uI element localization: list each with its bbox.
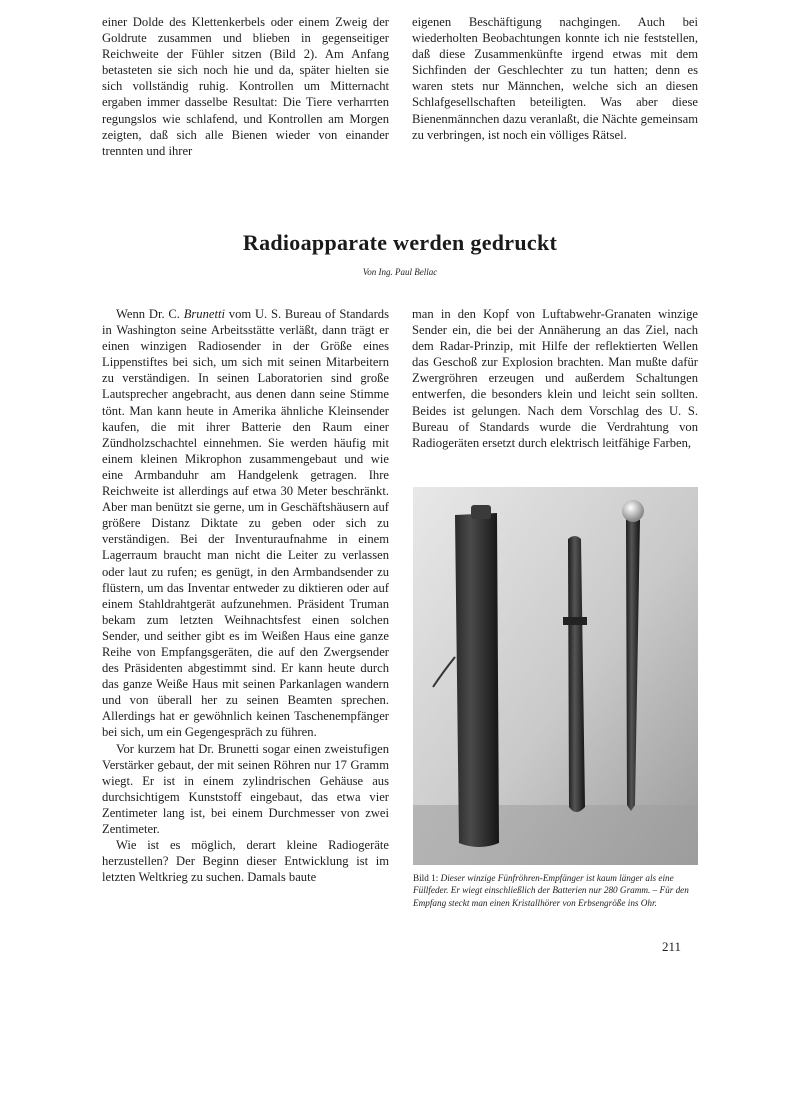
pencil-crystal-ball <box>622 500 644 522</box>
photo-table-surface <box>413 805 698 865</box>
figure-caption-text: Dieser winzige Fünfröhren-Empfänger ist kaum länger als eine Füllfeder. Er wiegt einschließlich der Batterien nur 280 Gramm. – Für den Empfang steckt man einen Kristallhörer von Erbsengröße ins Ohr. <box>413 873 689 908</box>
paragraph-1-start: Wenn Dr. C. <box>116 307 184 321</box>
radio-knob <box>471 505 491 519</box>
paragraph-1-rest: vom U. S. Bureau of Standards in Washington seine Arbeitsstätte verläßt, dann trägt er einen winzigen Radiosender in der Größe eines Lippenstiftes bei sich, um sich mit seinen Mitarbeitern zu verständigen. In seinen Laboratorien sind große Lautsprecher angebracht, aus denen dann seine Stimme tönt. Man kann heute in Amerika ähnliche Kleinsender kaufen, die mit ihrer Batterie den Raum einer Zündholzschachtel einnehmen. Sie werden häufig mit einem kleinen Mikrophon zusammengebaut und wie eine Armbanduhr am Handgelenk getragen. Ihre Reichweite ist allerdings auf etwa 30 Meter beschränkt. Aber man benützt sie gerne, um in Geschäftshäusern auf größere Distanz Diktate zu geben oder sich zu verständigen. Bei der Inventuraufnahme in einem Lagerraum braucht man nicht die Leiter zu verlassen oder laut zu rufen; es genügt, in den Armbandsender zu flüstern, um das Inventar entweder zu diktieren oder auf einem Stahldrahtgerät aufzunehmen. Präsident Truman bekam zum letzten Weihnachtsfest einen solchen Sender, und seither gibt es im Weißen Haus eine ganze Reihe von Empfangsgeräten, die auf den Zwergsender des Präsidenten abgestimmt sind. Er kann heute durch das ganze Weiße Haus mit seinen Parkanlagen wandern und von überall her zu seinen Beamten sprechen. Allerdings hat er gewöhnlich keinen Taschenempfänger bei sich, um ein Gegengespräch zu führen. <box>102 307 389 740</box>
fountain-pen-band <box>563 617 587 625</box>
figure-label: Bild 1: <box>413 873 439 883</box>
article-paragraph-1 <box>102 306 389 741</box>
article-byline: Von Ing. Paul Bellac <box>362 267 438 277</box>
radio-receiver-photo <box>413 487 698 865</box>
article-right-column <box>412 306 698 451</box>
previous-article-paragraph-right: eigenen Beschäftigung nachgingen. Auch bei wiederholten Beobachtungen konnte ich nie feststellen, daß diese Zusammenkünfte irgend etwas mit dem Sichfinden der Geschlechter zu tun hatten; denn es waren stets nur Männchen, welche sich an diesen Schlafgesellschaften beteiligten. Was aber diese Bienenmännchen dazu veranlaßt, die Nächte gemeinsam zu verbringen, ist noch ein völliges Rätsel. <box>412 15 698 142</box>
author-name-brunetti: Brunetti <box>183 307 225 321</box>
figure-caption <box>413 872 698 909</box>
previous-article-left-column <box>102 14 389 159</box>
article-left-column <box>102 306 389 885</box>
article-paragraph-4: man in den Kopf von Luftabwehr-Granaten winzige Sender ein, die bei der Annäherung an das Ziel, nach dem Radar-Prinzip, mit Hilfe der reflektierten Wellen das Geschoß zur Explosion brachten. Man mußte dafür Zwergröhren erzeugen und außerdem Schaltungen entwerfen, die besonders klein und leicht sein sollten. Beides ist gelungen. Nach dem Vorschlag des U. S. Bureau of Standards wurde die Verdrahtung von Radiogeräten ersetzt durch elektrisch leitfähige Farben, <box>412 307 698 450</box>
article-title: Radioapparate werden gedruckt <box>242 230 558 255</box>
previous-article-right-column <box>412 14 698 143</box>
page-number: 211 <box>662 939 682 954</box>
article-paragraph-2: Vor kurzem hat Dr. Brunetti sogar einen zweistufigen Verstärker gebaut, der mit seinen Röhren nur 17 Gramm wiegt. Er ist in einem zylindrischen Gehäuse aus durchsichtigem Kunststoff eingebaut, das etwa vier Zentimeter lang ist, bei einem Durchmesser von zwei Zentimeter. <box>102 741 389 836</box>
article-paragraph-3: Wie ist es möglich, derart kleine Radiogeräte herzustellen? Der Beginn dieser Entwicklung ist im letzten Weltkrieg zu suchen. Damals baute <box>102 838 389 885</box>
previous-article-paragraph-left: einer Dolde des Klettenkerbels oder einem Zweig der Goldrute zusammen und blieben in gegenseitiger Reichweite der Fühler sitzen (Bild 2). Am Anfang betasteten sie sich noch hie und da, später hielten sie sich vollständig ruhig. Kontrollen um Mitternacht ergaben immer dasselbe Resultat: Die Tiere verharrten regungslos wie schlafend, und Kontrollen am Morgen zeigten, daß sich alle Bienen wieder von einander trennten und ihrer <box>102 15 389 158</box>
radio-receiver-body <box>455 513 499 847</box>
